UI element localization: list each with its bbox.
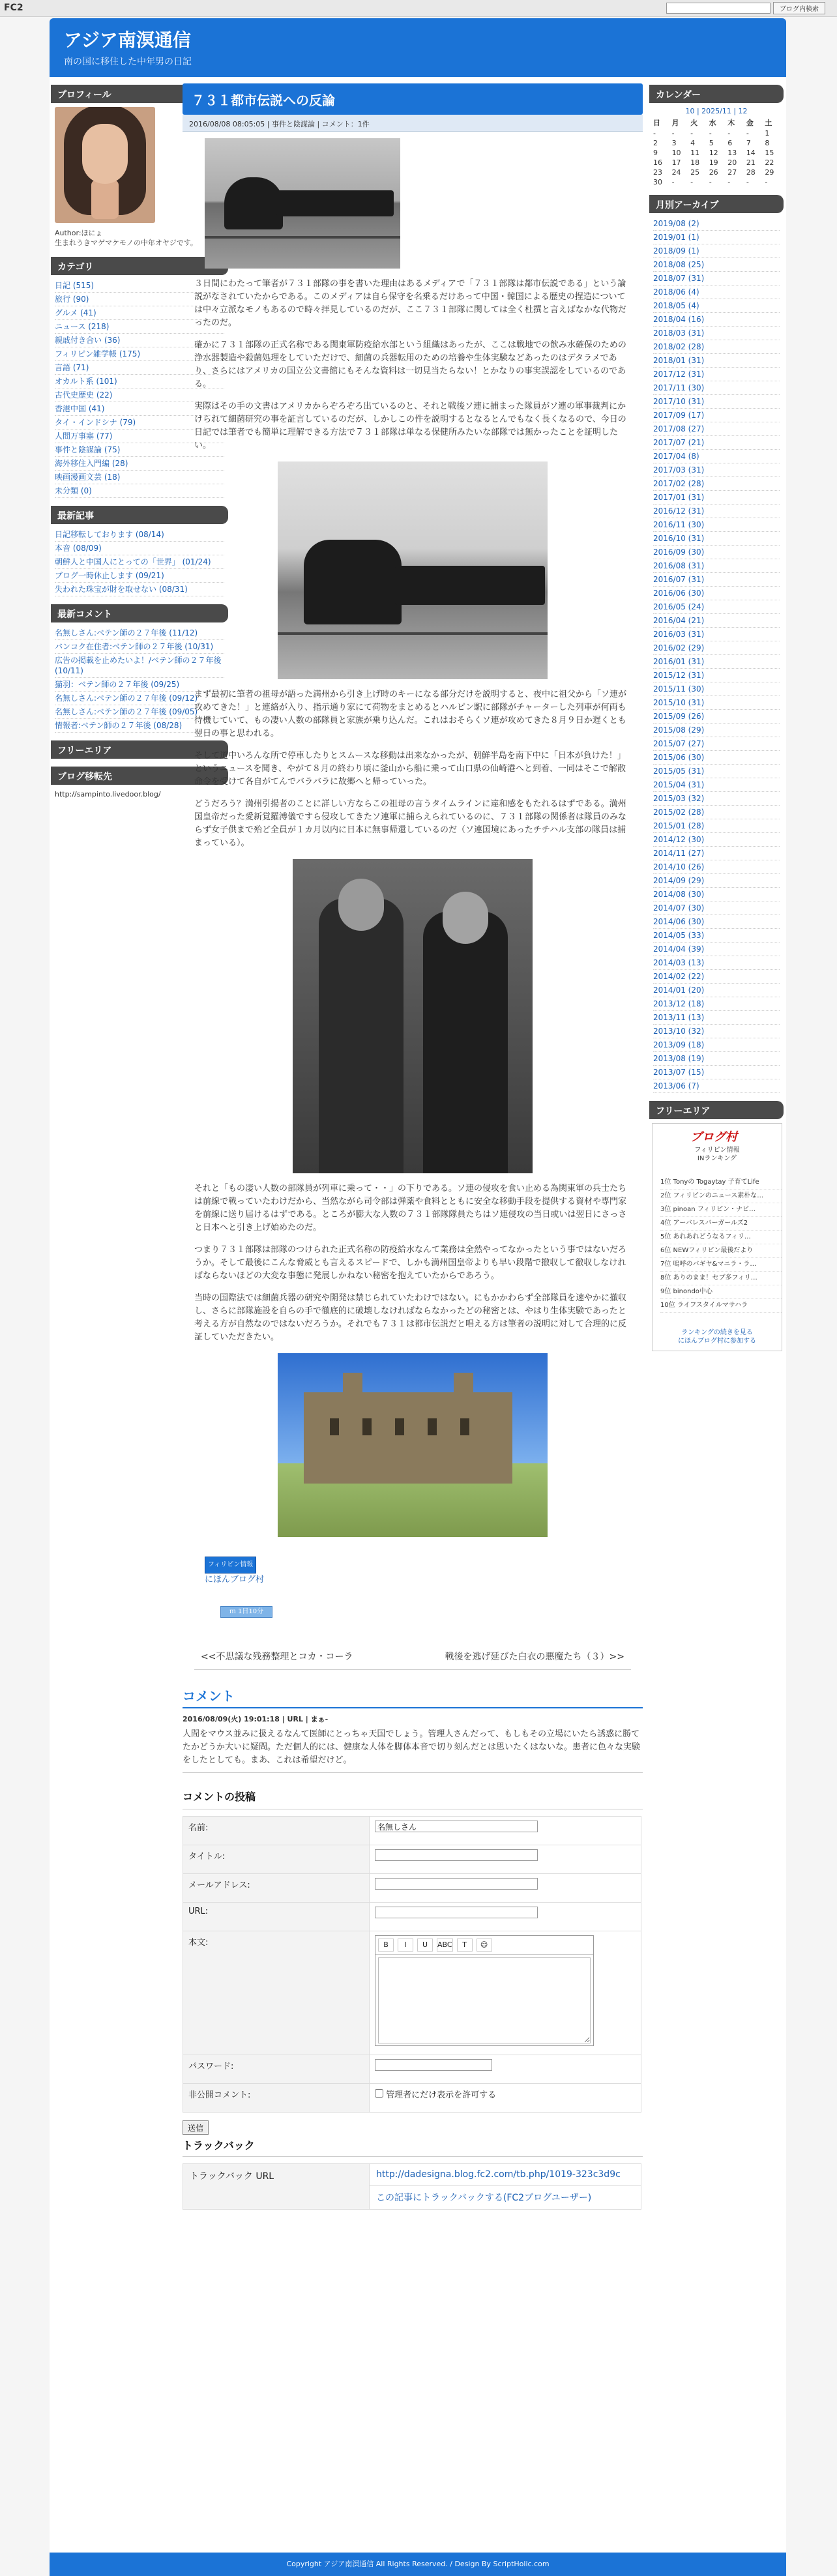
archive-link[interactable]: 2015/05 (31) (653, 765, 780, 778)
nihon-blogmura-link[interactable]: にほんブログ村 (205, 1575, 265, 1585)
private-checkbox[interactable] (375, 2089, 383, 2098)
calendar-day: 14 (746, 149, 756, 157)
recent-comment-link[interactable]: 広告の掲載を止めたいよ！/ベテン師の２７年後 (10/11) (55, 654, 224, 678)
paragraph: どうだろう？満州引揚者のことに詳しい方ならこの祖母の言うタイムラインに違和感をもたれるはずである。満州国皇帝だった愛新覚羅溥儀ですら侵攻してきたソ連軍に捕らえられているのに、７３１部隊の関係者は隊員のみならず女子供まで殆ど全員が１カ月以内に日本に無事帰還しているのだ（ソ連国境にあったチチハル支部の隊員は捕まっている）。 (194, 799, 627, 848)
paragraph: 当時の国際法では細菌兵器の研究や開発は禁じられていたわけではない。にもかかわらず全部隊員を速やかに撤収し、さらに部隊施設を自らの手で徹底的に破壊しなければならなかったどの秘密とは、やはり生体実験であったと考える方が自然なのではないだろうか。それでも７３１は都市伝説だと唱える方は筆者の説明に対して合理的に反証していただきたい。 (194, 1293, 627, 1342)
archive-link[interactable]: 2014/02 (22) (653, 970, 780, 984)
trackback-label: トラックバック URL (183, 2164, 370, 2210)
right-sidebar (649, 85, 784, 1359)
archive-link[interactable]: 2013/10 (32) (653, 1025, 780, 1038)
calendar-day: 30 (653, 178, 662, 186)
calendar-day: 24 (671, 168, 681, 177)
post-pager (194, 1644, 631, 1670)
calendar-heading: カレンダー (649, 85, 784, 103)
recent-comment-link[interactable]: 名無しさん:ベテン師の２７年後 (11/12) (55, 626, 224, 640)
calendar-day: 16 (653, 158, 662, 167)
calendar-day: - (653, 129, 656, 138)
free-area-heading: フリーエリア (51, 740, 228, 759)
profile-text: Author:ほにょ 生まれうきマゲマケモノの中年オヤジです。 (55, 229, 198, 247)
password-field[interactable] (375, 2059, 492, 2071)
archive-link[interactable]: 2015/12 (31) (653, 669, 780, 682)
calendar-day: 4 (690, 139, 696, 147)
calendar-day: 21 (746, 158, 756, 167)
archive-link[interactable]: 2018/01 (31) (653, 354, 780, 368)
archive-link[interactable]: 2014/06 (30) (653, 915, 780, 929)
calendar-day: 28 (746, 168, 756, 177)
archive-link[interactable]: 2014/01 (20) (653, 984, 780, 997)
calendar-day: - (690, 178, 694, 186)
archive-link[interactable]: 2015/11 (30) (653, 682, 780, 696)
archive-link[interactable]: 2014/08 (30) (653, 888, 780, 901)
moved-url[interactable]: http://sampinto.livedoor.blog/ (55, 790, 161, 798)
officers-photo (293, 859, 533, 1173)
archive-link[interactable]: 2014/07 (30) (653, 901, 780, 915)
calendar-day: 18 (690, 158, 700, 167)
archive-link[interactable]: 2017/12 (31) (653, 368, 780, 381)
archive-link[interactable]: 2014/09 (29) (653, 874, 780, 888)
password-label: パスワード: (183, 2055, 370, 2084)
calendar-weekday: 火 (690, 119, 698, 127)
calendar-day: - (746, 129, 749, 138)
archive-link[interactable]: 2013/08 (19) (653, 1052, 780, 1066)
calendar-day: 1 (765, 129, 770, 138)
archive-link[interactable]: 2015/09 (26) (653, 710, 780, 724)
archive-link[interactable]: 2014/11 (27) (653, 847, 780, 860)
calendar-day: 7 (746, 139, 751, 147)
category-link[interactable]: 親戚付き合い (36) (55, 334, 224, 347)
train-photo-1 (205, 138, 400, 269)
email-field[interactable] (375, 1878, 538, 1890)
calendar-box (649, 85, 784, 187)
blogmura-logo[interactable]: ブログ村 (690, 1130, 737, 1144)
blog-search-button[interactable]: ブログ内検索 (773, 2, 825, 14)
paragraph: ３日間にわたって筆者が７３１部隊の事を書いた理由はあるメディアで「７３１部隊は都市伝説である」という論説がなされていたからである。このメディアは自ら保守を名乗るだけあって中国・韓国による歴史の捏造については中々立派なモノもあるので時々拝見しているのだが、ここ７３１部隊に関しては全く杜撰と言えばなかな代物だったのだ。 (194, 279, 626, 328)
calendar-day: 5 (709, 139, 714, 147)
calendar-grid (653, 117, 784, 187)
calendar-day: - (746, 178, 749, 186)
archive-link[interactable]: 2016/04 (21) (653, 614, 780, 628)
calendar-weekday: 日 (653, 119, 660, 127)
send-button[interactable]: 送信 (183, 2120, 209, 2135)
comment-meta: 2016/08/09(火) 19:01:18 | URL | まぁ- (183, 1715, 329, 1723)
archive-link[interactable]: 2017/08 (27) (653, 422, 780, 436)
calendar-day: 2 (653, 139, 658, 147)
calendar-day: 22 (765, 158, 774, 167)
archive-link[interactable]: 2015/08 (29) (653, 724, 780, 737)
category-link[interactable]: 古代史歴史 (22) (55, 388, 224, 402)
ranking-item[interactable]: 7位 嗚呼のバギヤ&マニラ・ラ… (660, 1258, 782, 1272)
strike-button[interactable]: ABC (437, 1939, 453, 1952)
archive-link[interactable]: 2017/07 (21) (653, 436, 780, 450)
paragraph: そして道中いろんな所で停車したりとスムースな移動は出来なかったが、朝鮮半島を南下中に「日本が負けた！」というニュースを聞き、やがて８月の終わり頃に釜山から船に乗って山口県の仙崎港へと到着、一同はそこで解散命令を受けて各自がてんでバラバラに故郷へと帰っていった。 (194, 751, 626, 787)
calendar-weekday: 金 (746, 119, 754, 127)
archive-link[interactable]: 2016/02 (29) (653, 641, 780, 655)
calendar-weekday: 土 (765, 119, 772, 127)
comment-editor (375, 1935, 594, 2046)
ranking-item[interactable]: 5位 あれあれどうなるフィリ… (660, 1231, 782, 1244)
ranking-item[interactable]: 8位 ありのまま！セブ多フィリ… (660, 1272, 782, 1285)
archive-link[interactable]: 2016/10 (31) (653, 532, 780, 546)
paragraph: 確かに７３１部隊の正式名称である関東軍防疫給水部という組織はあったが、ここは戦地での飲み水確保のための浄水器製造や殺菌処理をしていただけで、細菌の兵器転用のための培養や生体実験などあったのはデタラメであり、さらにはアメリカの国立公文書館にもそんな資料は一切見当たらない！とかなりの事実誤認をしているのである。 (194, 340, 626, 389)
prev-post-link[interactable]: <<不思議な残務整理とコカ・コーラ (201, 1652, 353, 1662)
archive-link[interactable]: 2016/12 (31) (653, 505, 780, 518)
archive-link[interactable]: 2018/02 (28) (653, 340, 780, 354)
calendar-day: 26 (709, 168, 718, 177)
calendar-day: 25 (690, 168, 700, 177)
calendar-nav[interactable]: 10 | 2025/11 | 12 (685, 107, 748, 115)
calendar-day: 10 (671, 149, 681, 157)
category-link[interactable]: グルメ (41) (55, 306, 224, 320)
archive-link[interactable]: 2017/02 (28) (653, 477, 780, 491)
emoji-button[interactable]: ☺ (477, 1939, 492, 1952)
archive-link[interactable]: 2017/03 (31) (653, 463, 780, 477)
archive-link[interactable]: 2013/12 (18) (653, 997, 780, 1011)
calendar-day: - (709, 178, 712, 186)
archive-link[interactable]: 2016/06 (30) (653, 587, 780, 600)
trackback-heading: トラックバック (183, 2137, 643, 2157)
archive-link[interactable]: 2013/09 (18) (653, 1038, 780, 1052)
comment-form (183, 1816, 641, 2113)
site-header (50, 18, 786, 77)
recent-comment-link[interactable]: 猫羽：ベテン師の２７年後 (09/25) (55, 678, 224, 692)
category-link[interactable]: 香港中国 (41) (55, 402, 224, 416)
name-field[interactable] (375, 1821, 538, 1832)
trackback-link[interactable]: この記事にトラックバックする(FC2ブログユーザー) (376, 2193, 592, 2203)
category-link[interactable]: 未分類 (0) (55, 484, 224, 498)
name-label: 名前: (183, 1817, 370, 1845)
archive-link[interactable]: 2017/04 (8) (653, 450, 780, 463)
calendar-day: - (690, 129, 694, 138)
ranking-item[interactable]: 2位 フィリピンのニュース素朴な… (660, 1190, 782, 1203)
calendar-weekday: 月 (671, 119, 679, 127)
site-title[interactable]: アジア南溟通信 (64, 29, 191, 51)
ranking-banner[interactable]: ｍ 1日10分 (220, 1606, 272, 1618)
article-title[interactable]: ７３１都市伝説への反論 (183, 83, 643, 115)
comment-body-field[interactable] (378, 1957, 591, 2043)
recent-comment-link[interactable]: 情報者:ベテン師の２７年後 (08/28) (55, 719, 224, 733)
font-size-button[interactable]: T (457, 1939, 473, 1952)
recent-comments-heading: 最新コメント (51, 604, 228, 622)
category-link[interactable]: 人間万事塞 (77) (55, 430, 224, 443)
archive-link[interactable]: 2016/11 (30) (653, 518, 780, 532)
archive-link[interactable]: 2018/07 (31) (653, 272, 780, 285)
bold-button[interactable]: B (378, 1939, 394, 1952)
archive-link[interactable]: 2013/06 (7) (653, 1079, 780, 1093)
calendar-day: 12 (709, 149, 718, 157)
ranking-item[interactable]: 10位 ライフスタイルマサハラ (660, 1299, 782, 1313)
private-label: 非公開コメント: (183, 2084, 370, 2113)
title-field[interactable] (375, 1849, 538, 1861)
calendar-day: 8 (765, 139, 770, 147)
recent-comment-link[interactable]: バンコク在住者:ベテン師の２７年後 (10/31) (55, 640, 224, 654)
archive-link[interactable]: 2017/10 (31) (653, 395, 780, 409)
calendar-weekday: 木 (727, 119, 735, 127)
archive-link[interactable]: 2017/11 (30) (653, 381, 780, 395)
category-link[interactable]: フィリピン雑学帳 (175) (55, 347, 224, 361)
ranking-item[interactable]: 3位 pinoan フィリピン・ナビ… (660, 1203, 782, 1217)
recent-post-link[interactable]: 朝鮮人と中国人にとっての「世界」 (01/24) (55, 555, 224, 569)
archive-link[interactable]: 2015/06 (30) (653, 751, 780, 765)
calendar-weekday: 水 (709, 119, 716, 127)
calendar-day: - (671, 129, 675, 138)
url-field[interactable] (375, 1907, 538, 1918)
calendar-day: 19 (709, 158, 718, 167)
paragraph: まず最初に筆者の祖母が語った満州から引き上げ時のキーになる部分だけを説明すると、夜中に祖父から「ソ連が攻めてきた！」と連絡が入り、指示通り家にて荷物をまとめるとハルピン駅に部隊がチャーターした列車が何両も待機していて、もの凄い人数の部隊員と家族が乗り込んだ。これはおそらくソ連が攻めてきた８月９日か遅くとも翌日の事と思われる。 (194, 690, 627, 739)
title-label: タイトル: (183, 1845, 370, 1874)
ranking-subtitle: フィリピン情報 INランキング (694, 1147, 740, 1162)
archive-link[interactable]: 2016/05 (24) (653, 600, 780, 614)
recent-post-link[interactable]: 日記移転しております (08/14) (55, 528, 224, 542)
category-link[interactable]: 日記 (515) (55, 279, 224, 293)
calendar-day: 9 (653, 149, 658, 157)
recent-posts-heading: 最新記事 (51, 506, 228, 524)
archive-link[interactable]: 2019/01 (1) (653, 231, 780, 244)
comment-body: 人間をマウス並みに扱えるなんて医師にとっちゃ天国でしょう。管理人さんだって、もしもその立場にいたら誘惑に勝てたかどうか大いに疑問。ただ個人的には、健康な人体を脚体本音で切り刻んだとは思いたくはないな。患者に色々な実験をしたとしても。まあ、これは希望だけど。 (183, 1728, 643, 1773)
archive-link[interactable]: 2018/04 (16) (653, 313, 780, 327)
archive-link[interactable]: 2013/07 (15) (653, 1066, 780, 1079)
archive-link[interactable]: 2015/10 (31) (653, 696, 780, 710)
archive-link[interactable]: 2019/08 (2) (653, 217, 780, 231)
archive-link[interactable]: 2016/03 (31) (653, 628, 780, 641)
paragraph: つまり７３１部隊は部隊のつけられた正式名称の防疫給水なんて業務は全然やってなかったという事ではないだろうか。そして最後にこんな脅威とも言えるスピードで、しかも満州国皇帝よりも早い段階で撤収して徹収しなければならないほどの大変な事態に発展しかねない秘密を抱えていたからであろう。 (194, 1245, 627, 1281)
body-label: 本文: (183, 1931, 370, 2055)
profile-heading: プロフィール (51, 85, 228, 103)
archive-link[interactable]: 2014/12 (30) (653, 833, 780, 847)
comments-heading: コメント (183, 1686, 643, 1708)
calendar-day: 20 (727, 158, 737, 167)
calendar-day: 15 (765, 149, 774, 157)
site-description: 南の国に移住した中年男の日記 (64, 57, 192, 67)
archive-link[interactable]: 2014/05 (33) (653, 929, 780, 943)
archive-link[interactable]: 2016/07 (31) (653, 573, 780, 587)
main-content (183, 83, 643, 2210)
calendar-day: - (765, 178, 768, 186)
free-area-right (649, 1101, 784, 1351)
calendar-day: - (727, 129, 731, 138)
moved-heading: ブログ移転先 (51, 767, 228, 785)
archive-link[interactable]: 2018/09 (1) (653, 244, 780, 258)
trackback-table (183, 2163, 641, 2210)
ranking-more-link[interactable]: ランキングの続きを見る にほんブログ村に参加する (678, 1329, 756, 1345)
email-label: メールアドレス: (183, 1874, 370, 1903)
url-label: URL: (183, 1903, 370, 1931)
category-link[interactable]: 映画漫画文芸 (18) (55, 471, 224, 484)
recent-comment-link[interactable]: 名無しさん:ベテン師の２７年後 (09/12) (55, 692, 224, 705)
page-wrapper (50, 77, 786, 2553)
category-link[interactable]: 海外移住入門編 (28) (55, 457, 224, 471)
archive-link[interactable]: 2015/02 (28) (653, 806, 780, 819)
calendar-day: 27 (727, 168, 737, 177)
recent-comment-link[interactable]: 名無しさん:ベテン師の２７年後 (09/05) (55, 705, 224, 719)
ranking-item[interactable]: 6位 NEWフィリピン最後だより (660, 1244, 782, 1258)
fc2-topbar (0, 0, 837, 17)
archive-link[interactable]: 2018/03 (31) (653, 327, 780, 340)
archive-link[interactable]: 2013/11 (13) (653, 1011, 780, 1025)
archive-link[interactable]: 2015/04 (31) (653, 778, 780, 792)
archive-link[interactable]: 2018/05 (4) (653, 299, 780, 313)
train-photo-2 (278, 461, 548, 679)
archive-link[interactable]: 2018/06 (4) (653, 285, 780, 299)
ranking-widget (652, 1123, 782, 1351)
archive-link[interactable]: 2018/08 (25) (653, 258, 780, 272)
archive-link[interactable]: 2016/01 (31) (653, 655, 780, 669)
fc2-logo[interactable]: FC2 (4, 3, 23, 13)
blog-search-input[interactable] (666, 3, 771, 14)
calendar-day: 3 (671, 139, 677, 147)
paragraph: 実際はその手の文書はアメリカからぞろぞろ出ているのと、それと戦後ソ連に捕まった隊員がソ連の軍事裁判にかけられて細菌研究の事を証言しているのだが、しかしこの件を説明するとなるとんでもなく長くなるので、今日の日記では筆者でも簡単に理解できる方法で７３１部隊は単なる保健所みたいな部隊では無かったことを証明したい。 (194, 402, 626, 450)
private-option-label: 管理者にだけ表示を許可する (386, 2090, 497, 2100)
calendar-day: 29 (765, 168, 774, 177)
recent-post-link[interactable]: 本音 (08/09) (55, 542, 224, 555)
italic-button[interactable]: I (398, 1939, 413, 1952)
ruins-photo (278, 1353, 548, 1537)
calendar-day: 23 (653, 168, 662, 177)
comment-form-heading: コメントの投稿 (183, 1789, 643, 1809)
archive-link[interactable]: 2014/10 (26) (653, 860, 780, 874)
recent-post-link[interactable]: 失われた珠宝が財を取せない (08/31) (55, 583, 224, 596)
trackback-url[interactable]: http://dadesigna.blog.fc2.com/tb.php/1019-323c3d9c (376, 2169, 621, 2180)
category-link[interactable]: タイ・インドシナ (79) (55, 416, 224, 430)
calendar-day: 6 (727, 139, 733, 147)
category-link[interactable]: 旅行 (90) (55, 293, 224, 306)
recent-post-link[interactable]: ブログ一時休止します (09/21) (55, 569, 224, 583)
article-meta: 2016/08/08 08:05:05 | 事件と陰謀論 | コメント：1件 (183, 115, 643, 132)
category-link[interactable]: 事件と陰謀論 (75) (55, 443, 224, 457)
category-link[interactable]: ニュース (218) (55, 320, 224, 334)
archive-link[interactable]: 2015/01 (28) (653, 819, 780, 833)
ranking-item[interactable]: 9位 binondo中心 (660, 1285, 782, 1299)
archive-link[interactable]: 2016/08 (31) (653, 559, 780, 573)
next-post-link[interactable]: 戦後を逃げ延びた白衣の悪魔たち（３）>> (445, 1652, 624, 1662)
philippine-info-banner[interactable]: フィリピン情報 (205, 1557, 256, 1573)
category-heading: カテゴリ (51, 257, 228, 275)
footer: Copyright アジア南溟通信 All Rights Reserved. / Design By ScriptHolic.com (50, 2553, 786, 2576)
archive-link[interactable]: 2014/03 (13) (653, 956, 780, 970)
archive-link[interactable]: 2014/04 (39) (653, 943, 780, 956)
free-area-right-heading: フリーエリア (649, 1101, 784, 1119)
archive-heading: 月別アーカイブ (649, 195, 784, 213)
calendar-day: 13 (727, 149, 737, 157)
editor-toolbar (375, 1936, 593, 1955)
archive-link[interactable]: 2015/07 (27) (653, 737, 780, 751)
calendar-day: 17 (671, 158, 681, 167)
archive-link[interactable]: 2017/09 (17) (653, 409, 780, 422)
article-body (183, 138, 643, 1670)
paragraph: それと「もの凄い人数の部隊員が列車に乗って・・」の下りである。ソ連の侵攻を食い止める為関東軍の兵士たちは前線で戦っていたわけだから、当然ながら司令部は弾薬や食料とともに安全な移動手段を提供する資材や専門家を前線に送り届けるはずである。ところが膨大な人数の７３１部隊隊員たちはソ連侵攻の当日或いは翌日にさっさと日本へと引き上げ始めたのだ。 (194, 1184, 627, 1233)
ranking-item[interactable]: 1位 Tonyの Togaytay 子育てLife (660, 1176, 782, 1190)
calendar-day: - (671, 178, 675, 186)
calendar-day: - (709, 129, 712, 138)
ranking-list (656, 1176, 786, 1313)
category-link[interactable]: オカルト系 (101) (55, 375, 224, 388)
archive-box (649, 195, 784, 1093)
archive-link[interactable]: 2015/03 (32) (653, 792, 780, 806)
archive-link[interactable]: 2016/09 (30) (653, 546, 780, 559)
category-link[interactable]: 言語 (71) (55, 361, 224, 375)
archive-list (649, 217, 784, 1093)
calendar-day: - (727, 178, 731, 186)
underline-button[interactable]: U (417, 1939, 433, 1952)
ranking-item[interactable]: 4位 アーバレスバーガールズ2 (660, 1217, 782, 1231)
archive-link[interactable]: 2017/01 (31) (653, 491, 780, 505)
profile-avatar (55, 107, 155, 223)
calendar-day: 11 (690, 149, 700, 157)
